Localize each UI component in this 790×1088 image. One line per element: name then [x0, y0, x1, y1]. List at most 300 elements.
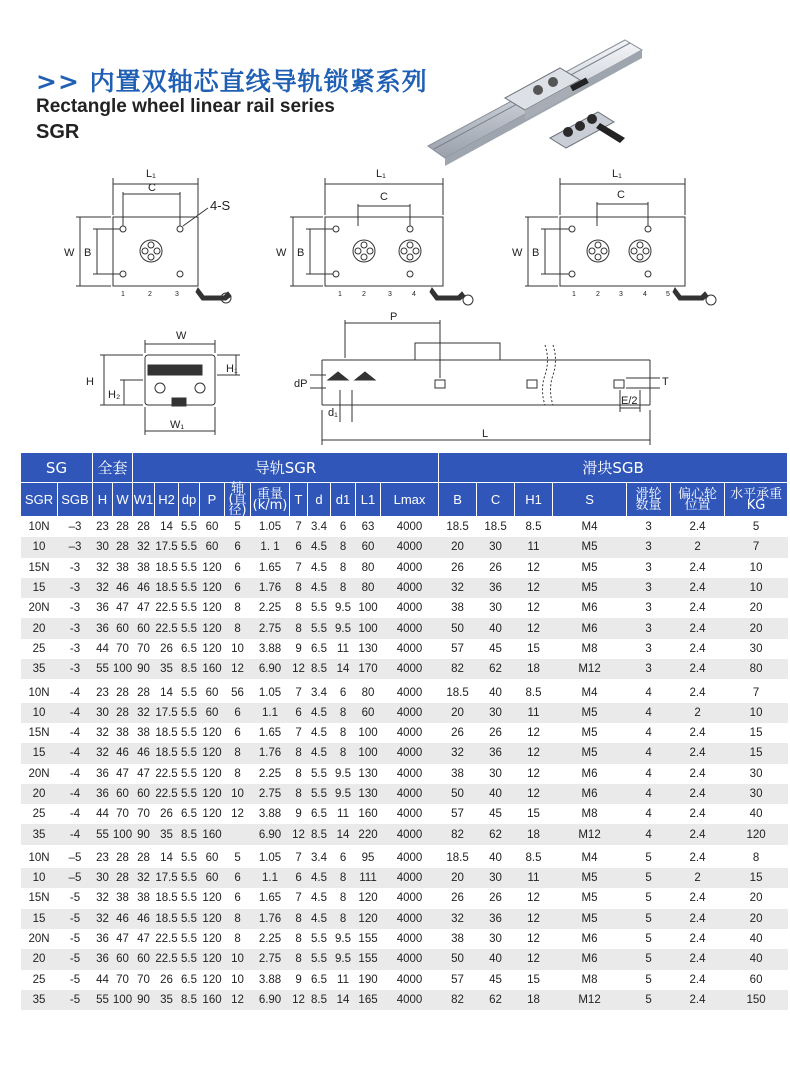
table-cell: 5.5 [308, 949, 331, 969]
table-cell: 6.5 [311, 973, 328, 986]
table-cell: 11 [337, 808, 349, 821]
table-cell: M12 [553, 990, 627, 1010]
table-cell: 5.5 [311, 933, 328, 946]
page-title-cn: >> 内置双轴芯直线导轨锁紧系列 [36, 67, 428, 96]
table-cell: 4000 [381, 949, 439, 969]
table-cell: 130 [356, 784, 381, 804]
table-cell: 38 [116, 727, 129, 740]
table-cell: 5 [645, 973, 652, 986]
table-cell: 36 [93, 949, 113, 969]
table-cell: 5.5 [179, 681, 200, 703]
spec-table [20, 452, 788, 1010]
table-cell: 6 [339, 521, 347, 534]
table-cell: 155 [356, 949, 381, 969]
table-row [21, 578, 788, 598]
table-cell: 15 [527, 642, 540, 655]
table-cell: 4000 [396, 561, 423, 574]
dim-l: L [482, 428, 489, 440]
table-cell: -4 [69, 727, 81, 740]
table-cell: 40 [477, 618, 515, 638]
table-cell: 12 [527, 767, 540, 780]
table-cell: 4.5 [311, 727, 328, 740]
table-cell: 62 [477, 824, 515, 846]
table-cell: 3.4 [308, 846, 331, 868]
table-cell: 35 [21, 990, 58, 1010]
table-cell: 8.5 [308, 824, 331, 846]
table-cell: M4 [553, 681, 627, 703]
table-cell: 4000 [381, 909, 439, 929]
table-cell: 60 [113, 618, 133, 638]
dim-w-c: W [512, 247, 523, 259]
table-cell: 25 [32, 808, 46, 821]
table-cell: 3 [645, 602, 652, 615]
table-cell: 5.5 [308, 618, 331, 638]
table-cell: 3 [627, 537, 671, 557]
table-row [21, 764, 788, 784]
col-lmax: Lmax [381, 483, 439, 517]
table-cell: 2.4 [671, 824, 725, 846]
table-cell: 8 [295, 767, 302, 780]
table-cell: -3 [69, 642, 81, 655]
table-cell: 28 [113, 703, 133, 723]
table-cell: 60 [133, 618, 155, 638]
table-cell: 4000 [381, 784, 439, 804]
table-cell: 26 [489, 727, 502, 740]
table-cell: 32 [439, 578, 477, 598]
table-cell: 23 [93, 846, 113, 868]
table-row [21, 970, 788, 990]
table-cell: 12 [225, 990, 251, 1010]
table-row [21, 743, 788, 763]
table-row [21, 846, 788, 868]
table-cell: 120 [200, 578, 225, 598]
table-cell: 47 [137, 602, 150, 615]
table-cell: 1.76 [251, 578, 290, 598]
table-cell: 18.5 [155, 578, 179, 598]
table-cell: 8 [290, 743, 308, 763]
table-cell: 12 [515, 578, 553, 598]
table-cell: -4 [69, 767, 81, 780]
table-row [21, 659, 788, 681]
table-cell: 20 [725, 618, 788, 638]
table-cell: 5.5 [179, 743, 200, 763]
table-cell: 30 [489, 767, 502, 780]
table-cell: 46 [133, 743, 155, 763]
table-cell: M5 [581, 561, 598, 574]
table-cell: 2.4 [689, 973, 706, 986]
table-cell: 26 [489, 561, 502, 574]
dim-l1-a: L₁ [146, 168, 156, 180]
table-cell: 18.5 [155, 892, 178, 905]
table-cell: 4.5 [308, 537, 331, 557]
table-cell: 5.5 [181, 727, 198, 740]
table-cell: 11 [337, 973, 349, 986]
table-cell: 11 [515, 703, 553, 723]
table-cell: 95 [356, 846, 381, 868]
table-cell: 8 [290, 949, 308, 969]
table-cell: 60 [200, 703, 225, 723]
table-cell: 5.5 [311, 602, 328, 615]
table-cell: 1.76 [251, 743, 290, 763]
table-cell: 50 [439, 618, 477, 638]
table-cell: 2.4 [671, 659, 725, 681]
table-cell: 2.75 [251, 949, 290, 969]
table-cell: 10N [21, 846, 58, 868]
table-cell: 38 [137, 727, 150, 740]
table-cell: 2.4 [671, 784, 725, 804]
col-w1: W1 [133, 483, 155, 517]
table-cell: 6 [331, 681, 356, 703]
table-cell: 9.5 [331, 949, 356, 969]
table-cell: 18 [515, 990, 553, 1010]
table-cell: 26 [160, 973, 173, 986]
table-cell: M5 [553, 703, 627, 723]
table-cell: 36 [96, 767, 109, 780]
group-block: 滑块SGB [439, 453, 788, 483]
table-cell: M8 [581, 973, 598, 986]
table-cell: 4000 [396, 892, 423, 905]
table-cell: 32 [96, 727, 109, 740]
table-cell: 8.5 [179, 990, 200, 1010]
table-cell: 120 [202, 642, 222, 655]
table-row [21, 888, 788, 908]
table-cell: 8.5 [179, 659, 200, 681]
table-cell: 100 [356, 743, 381, 763]
dim-l1-b: L₁ [376, 168, 386, 180]
table-cell: 30 [93, 537, 113, 557]
table-cell: 15 [527, 808, 540, 821]
table-cell: 8 [290, 784, 308, 804]
table-cell: 6.90 [251, 659, 290, 681]
table-cell: 6 [225, 537, 251, 557]
table-cell: 1.1 [251, 703, 290, 723]
table-cell: 15N [28, 727, 50, 740]
table-cell: 150 [725, 990, 788, 1010]
table-cell: 6 [234, 561, 241, 574]
table-cell: 6.5 [311, 642, 328, 655]
table-cell: 38 [451, 767, 464, 780]
table-cell: 5.5 [308, 784, 331, 804]
table-cell: 5 [627, 909, 671, 929]
table-cell: 28 [113, 868, 133, 888]
table-row [21, 804, 788, 824]
table-cell: M12 [553, 659, 627, 681]
table-cell: 4000 [381, 681, 439, 703]
table-cell: 12 [231, 808, 244, 821]
table-cell: 6 [290, 868, 308, 888]
table-cell: 5.5 [179, 537, 200, 557]
table-cell: 7 [295, 892, 302, 905]
table-cell: 2 [671, 703, 725, 723]
table-row [21, 681, 788, 703]
table-cell: 4000 [381, 824, 439, 846]
table-cell: 5.5 [179, 909, 200, 929]
table-cell: 14 [155, 846, 179, 868]
table-cell: 1.65 [258, 727, 282, 740]
table-cell: 30 [489, 933, 502, 946]
table-cell: 82 [439, 659, 477, 681]
table-cell: 8.5 [308, 659, 331, 681]
table-cell: 1.05 [251, 846, 290, 868]
table-cell: 47 [116, 767, 129, 780]
col-weight: 重量 (k/m) [251, 483, 290, 517]
table-cell: 4000 [396, 933, 423, 946]
table-cell: 35 [21, 659, 58, 681]
table-cell: 30 [749, 642, 763, 655]
table-cell: M6 [581, 602, 598, 615]
table-cell: 40 [749, 933, 763, 946]
table-cell: 70 [116, 973, 129, 986]
table-cell: 4 [627, 681, 671, 703]
table-cell: 2.4 [671, 990, 725, 1010]
table-cell: 120 [200, 909, 225, 929]
table-cell: 5.5 [179, 618, 200, 638]
table-cell: 55 [93, 824, 113, 846]
table-cell: 28 [116, 521, 129, 534]
table-cell: 4000 [381, 743, 439, 763]
dim-c-b: C [380, 191, 388, 203]
table-cell: M4 [553, 846, 627, 868]
table-cell: 15 [21, 909, 58, 929]
table-cell: 60 [113, 949, 133, 969]
table-cell: 160 [200, 824, 225, 846]
dim-w-section: W [176, 330, 187, 342]
table-cell: 3 [645, 521, 652, 534]
table-cell: 2.25 [258, 602, 282, 615]
table-cell: 18.5 [439, 846, 477, 868]
table-cell: 3 [627, 659, 671, 681]
table-cell: 8 [234, 767, 241, 780]
col-s: S [553, 483, 627, 517]
col-eccentric: 偏心轮 位置 [671, 483, 725, 517]
table-cell: -3 [58, 659, 93, 681]
table-cell: 20 [749, 602, 763, 615]
table-cell: 2.4 [671, 578, 725, 598]
table-cell: 4 [645, 808, 652, 821]
table-cell: 12 [290, 990, 308, 1010]
dim-h2: H₂ [108, 389, 121, 401]
wheel-no: 3 [175, 291, 179, 298]
table-cell: 30 [725, 784, 788, 804]
dim-b-c: B [532, 247, 540, 259]
table-cell: 12 [515, 909, 553, 929]
table-cell: 3 [645, 642, 652, 655]
table-cell: 22.5 [155, 933, 178, 946]
table-cell: 57 [451, 973, 464, 986]
table-cell: 6 [234, 727, 241, 740]
table-cell: 4000 [396, 767, 423, 780]
table-cell: 165 [356, 990, 381, 1010]
table-cell: 4.5 [308, 743, 331, 763]
table-cell: 8 [225, 743, 251, 763]
table-cell: 28 [137, 521, 150, 534]
table-cell: 20 [21, 618, 58, 638]
col-wheel-qty: 滑轮 数量 [627, 483, 671, 517]
table-cell: 5.5 [311, 767, 328, 780]
table-cell: 120 [200, 618, 225, 638]
table-cell: 7 [295, 561, 302, 574]
table-cell: 18 [515, 659, 553, 681]
table-cell: 100 [113, 824, 133, 846]
table-cell: 32 [133, 868, 155, 888]
table-cell: 4.5 [308, 703, 331, 723]
table-cell: 15 [725, 743, 788, 763]
dim-e2: E/2 [621, 395, 638, 407]
table-cell: 5 [752, 521, 760, 534]
table-cell: -4 [58, 784, 93, 804]
table-cell: 8 [331, 909, 356, 929]
table-cell: 9.5 [335, 767, 352, 780]
dim-h: H [86, 376, 94, 388]
table-row [21, 949, 788, 969]
table-cell: 36 [96, 933, 109, 946]
table-cell: 5.5 [179, 784, 200, 804]
table-cell: 60 [356, 703, 381, 723]
table-cell: 28 [113, 681, 133, 703]
table-cell: 4000 [381, 703, 439, 723]
col-l1: L1 [356, 483, 381, 517]
table-cell: 6.90 [251, 824, 290, 846]
table-cell: 14 [155, 681, 179, 703]
table-cell: M5 [581, 727, 598, 740]
table-row [21, 990, 788, 1010]
table-cell: -5 [69, 892, 81, 905]
col-h1: H1 [515, 483, 553, 517]
table-cell: 46 [133, 578, 155, 598]
table-cell: 120 [358, 892, 378, 905]
table-cell: 7 [290, 846, 308, 868]
table-cell: 15 [749, 727, 763, 740]
table-cell: 2.4 [689, 767, 706, 780]
table-cell: 120 [202, 933, 222, 946]
table-cell: –5 [58, 868, 93, 888]
wheel-no: 2 [362, 291, 366, 298]
table-cell: 4.5 [311, 892, 328, 905]
table-cell: –3 [58, 537, 93, 557]
table-cell: 8 [234, 933, 241, 946]
table-cell: 5.5 [181, 521, 198, 534]
table-cell: M5 [553, 578, 627, 598]
table-cell: 32 [133, 703, 155, 723]
table-cell: 10 [21, 703, 58, 723]
table-cell: 3 [645, 561, 652, 574]
wheel-no: 2 [596, 291, 600, 298]
table-cell: 44 [96, 642, 109, 655]
table-row [21, 618, 788, 638]
table-cell: 38 [116, 892, 129, 905]
table-cell: 6.5 [181, 808, 198, 821]
table-cell: 40 [725, 949, 788, 969]
table-cell: 8 [339, 727, 347, 740]
table-cell: 2.4 [689, 521, 706, 534]
table-cell: 30 [477, 868, 515, 888]
table-cell: 12 [527, 602, 540, 615]
table-cell: 160 [200, 659, 225, 681]
wheel-no: 3 [619, 291, 623, 298]
col-t: T [290, 483, 308, 517]
table-cell: 12 [527, 892, 540, 905]
table-cell: M5 [553, 743, 627, 763]
table-cell: 5 [225, 846, 251, 868]
table-cell: 46 [113, 743, 133, 763]
col-shaft: 轴 (直径) [225, 483, 251, 517]
table-cell: 90 [133, 990, 155, 1010]
table-cell: 5 [627, 846, 671, 868]
table-cell: M6 [581, 933, 598, 946]
table-cell: 45 [489, 808, 502, 821]
wheel-no: 4 [643, 291, 647, 298]
table-cell: 100 [358, 727, 378, 740]
table-cell: 3.4 [308, 681, 331, 703]
group-full: 全套 [93, 453, 133, 483]
table-cell: M5 [553, 868, 627, 888]
table-cell: 2.4 [671, 743, 725, 763]
table-cell: 7 [725, 681, 788, 703]
table-cell: 35 [155, 659, 179, 681]
table-cell: 26 [160, 808, 173, 821]
table-cell: 155 [358, 933, 378, 946]
table-cell: 14 [160, 521, 173, 534]
table-cell: 2.4 [671, 909, 725, 929]
table-cell: 5.5 [181, 561, 198, 574]
table-cell: 82 [439, 824, 477, 846]
dim-l1-c: L₁ [612, 168, 622, 180]
table-cell: 111 [356, 868, 381, 888]
table-cell: 4000 [381, 618, 439, 638]
table-cell: 60 [749, 973, 763, 986]
table-row [21, 537, 788, 557]
page-title-en: Rectangle wheel linear rail series [36, 96, 335, 117]
table-cell: 15 [527, 973, 540, 986]
table-cell: 5.5 [179, 949, 200, 969]
table-cell: 40 [477, 681, 515, 703]
dim-b-b: B [297, 247, 305, 259]
table-cell: -5 [58, 949, 93, 969]
table-cell: 60 [200, 868, 225, 888]
table-cell: 6 [290, 703, 308, 723]
table-cell: 100 [113, 990, 133, 1010]
table-cell: 2.4 [689, 602, 706, 615]
dim-b-a: B [84, 247, 92, 259]
dim-dp: dP [294, 378, 308, 390]
table-cell: 18.5 [484, 521, 507, 534]
table-cell: 11 [337, 642, 349, 655]
table-cell: 2.75 [251, 784, 290, 804]
table-cell: 46 [113, 578, 133, 598]
table-cell: M5 [553, 537, 627, 557]
table-cell: 120 [202, 602, 222, 615]
table-cell: 120 [202, 973, 222, 986]
table-cell: 32 [93, 909, 113, 929]
table-cell: 35 [155, 990, 179, 1010]
table-cell: 60 [113, 784, 133, 804]
table-cell: -5 [58, 909, 93, 929]
table-cell: 5.5 [181, 933, 198, 946]
table-cell: 15 [21, 578, 58, 598]
table-cell: 170 [356, 659, 381, 681]
table-cell: 45 [489, 642, 502, 655]
table-cell: 25 [32, 642, 46, 655]
table-cell: 36 [477, 743, 515, 763]
table-cell: 1.05 [251, 681, 290, 703]
table-cell: 4000 [381, 846, 439, 868]
table-cell: 3.88 [258, 973, 282, 986]
table-cell: 6 [234, 892, 241, 905]
dim-w1: W₁ [170, 419, 185, 431]
table-cell: M8 [581, 808, 598, 821]
table-cell: -5 [69, 933, 81, 946]
table-cell: 80 [356, 578, 381, 598]
